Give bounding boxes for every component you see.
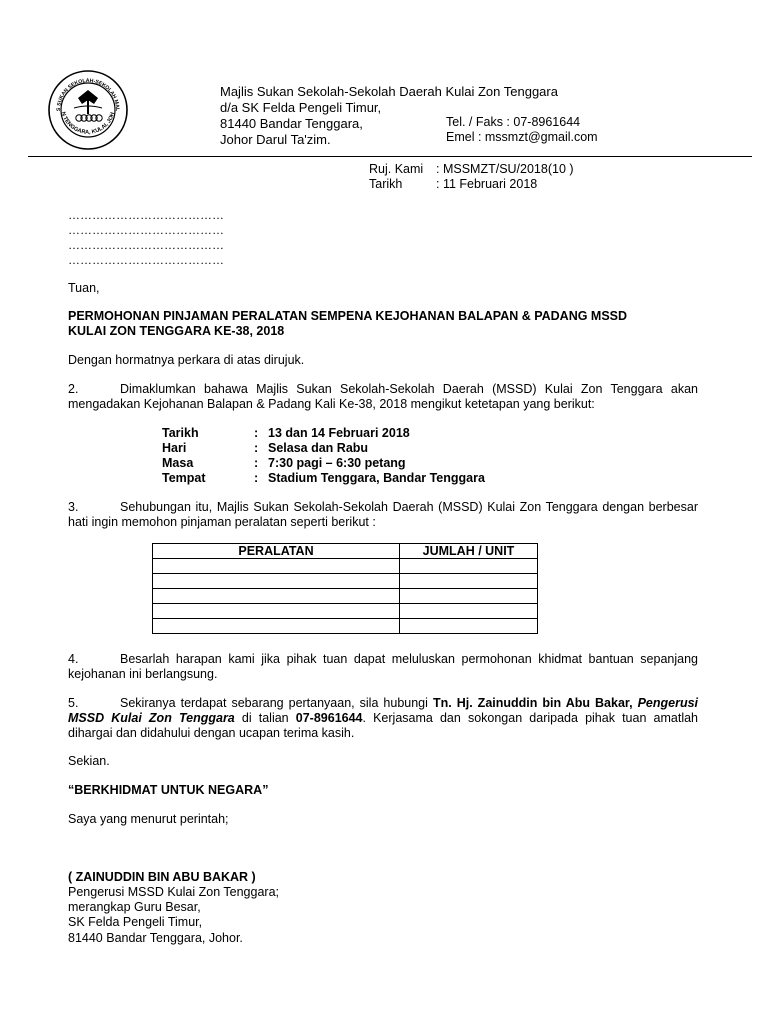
paragraph-text: Dimaklumkan bahawa Majlis Sukan Sekolah-Sekolah Daerah (MSSD) Kulai Zon Tenggara akan mengadakan Kejohanan Balapan & Padang Kali Ke-38, 2018 mengikut ketetapan yang berikut: — [68, 382, 698, 411]
paragraph-text: Sekiranya terdapat sebarang pertanyaan, sila hubungi — [120, 696, 433, 710]
detail-sep: : — [254, 426, 259, 440]
paragraph-text: . Kerjasama dan sokongan daripada pihak tuan amatlah dihargai dan didahului dengan ucapan terima kasih. — [68, 711, 698, 740]
table-cell — [400, 619, 538, 634]
org-address-line: Johor Darul Ta'zim. — [220, 132, 331, 147]
detail-label: Tempat — [162, 471, 206, 485]
closing: Sekian. — [68, 754, 110, 768]
tel-fax: Tel. / Faks : 07-8961644 — [446, 115, 581, 129]
recipient-placeholder: ………………………………… — [68, 223, 224, 237]
detail-row — [162, 471, 485, 486]
table-row — [153, 589, 538, 604]
detail-value: Selasa dan Rabu — [268, 441, 369, 455]
detail-row — [162, 441, 485, 456]
detail-row — [162, 426, 485, 441]
contact-phone: 07-8961644 — [295, 711, 363, 725]
date-label: Tarikh — [369, 177, 403, 191]
paragraph-2 — [68, 382, 698, 412]
detail-row — [162, 456, 485, 471]
intro-paragraph: Dengan hormatnya perkara di atas dirujuk. — [68, 353, 305, 367]
detail-label: Hari — [162, 441, 187, 455]
paragraph-text: Sehubungan itu, Majlis Sukan Sekolah-Sekolah Daerah (MSSD) Kulai Zon Tenggara dengan berbesar hati ingin memohon pinjaman peralatan seperti berikut : — [68, 500, 698, 529]
header-divider — [28, 156, 752, 157]
signatory-address: 81440 Bandar Tenggara, Johor. — [68, 931, 243, 945]
subject-line: KULAI ZON TENGGARA KE-38, 2018 — [68, 324, 285, 338]
table-row — [153, 574, 538, 589]
svg-text:ZON TENGGARA, KULAI, JOHOR: N TENGGARA, KULAI, JOH — [59, 111, 117, 136]
table-cell — [400, 589, 538, 604]
motto: “BERKHIDMAT UNTUK NEGARA” — [68, 783, 269, 797]
column-header: JUMLAH / UNIT — [400, 544, 538, 559]
paragraph-number: 3. — [68, 500, 79, 514]
detail-label: Masa — [162, 456, 194, 470]
table-cell — [153, 619, 400, 634]
paragraph-number: 5. — [68, 696, 79, 710]
paragraph-text: di talian — [234, 711, 296, 725]
table-cell — [153, 574, 400, 589]
detail-value: 13 dan 14 Februari 2018 — [268, 426, 410, 440]
paragraph-text: Besarlah harapan kami jika pihak tuan dapat meluluskan permohonan khidmat bantuan sepanjang kejohanan ini berlangsung. — [68, 652, 698, 681]
subject-line: PERMOHONAN PINJAMAN PERALATAN SEMPENA KEJOHANAN BALAPAN & PADANG MSSD — [68, 309, 628, 323]
svg-text:MAJLIS SUKAN SEKOLAH-SEKOLAH M: S SUKAN SEKOLAH-SEKOLAH MAL — [55, 77, 121, 112]
ref-value: : MSSMZT/SU/2018(10 ) — [436, 162, 574, 176]
table-cell — [153, 604, 400, 619]
ref-label: Ruj. Kami — [369, 162, 424, 176]
table-cell — [400, 604, 538, 619]
recipient-placeholder: ………………………………… — [68, 238, 224, 252]
recipient-placeholder: ………………………………… — [68, 208, 224, 222]
recipient-placeholder: ………………………………… — [68, 253, 224, 267]
table-cell — [400, 574, 538, 589]
salutation: Tuan, — [68, 281, 100, 295]
detail-sep: : — [254, 441, 259, 455]
table-row — [153, 559, 538, 574]
event-details — [162, 426, 485, 486]
detail-value: Stadium Tenggara, Bandar Tenggara — [268, 471, 485, 485]
detail-value: 7:30 pagi – 6:30 petang — [268, 456, 406, 470]
signatory-name: ( ZAINUDDIN BIN ABU BAKAR ) — [68, 870, 256, 884]
paragraph-3 — [68, 500, 698, 530]
org-address-line: d/a SK Felda Pengeli Timur, — [220, 100, 382, 115]
org-address-line: 81440 Bandar Tenggara, — [220, 116, 363, 131]
paragraph-5 — [68, 696, 698, 741]
equipment-table — [152, 543, 538, 634]
contact-title: Pengerusi MSSD Kulai Zon Tenggara — [68, 696, 698, 725]
table-row — [153, 604, 538, 619]
org-name: Majlis Sukan Sekolah-Sekolah Daerah Kulai Zon Tenggara — [220, 84, 558, 99]
signatory-title: merangkap Guru Besar, — [68, 900, 201, 914]
table-cell — [153, 559, 400, 574]
table-cell — [153, 589, 400, 604]
contact-name: Tn. Hj. Zainuddin bin Abu Bakar, — [432, 696, 633, 710]
signatory-title: Pengerusi MSSD Kulai Zon Tenggara; — [68, 885, 279, 899]
paragraph-4 — [68, 652, 698, 682]
sign-off: Saya yang menurut perintah; — [68, 812, 229, 826]
table-header-row — [153, 544, 538, 559]
organization-logo — [48, 70, 128, 150]
paragraph-number: 2. — [68, 382, 79, 396]
table-row — [153, 619, 538, 634]
date-value: : 11 Februari 2018 — [436, 177, 538, 191]
detail-sep: : — [254, 471, 259, 485]
signatory-address: SK Felda Pengeli Timur, — [68, 915, 203, 929]
table-cell — [400, 559, 538, 574]
detail-sep: : — [254, 456, 259, 470]
paragraph-number: 4. — [68, 652, 79, 666]
column-header: PERALATAN — [153, 544, 400, 559]
detail-label: Tarikh — [162, 426, 199, 440]
email: Emel : mssmzt@gmail.com — [446, 130, 598, 144]
